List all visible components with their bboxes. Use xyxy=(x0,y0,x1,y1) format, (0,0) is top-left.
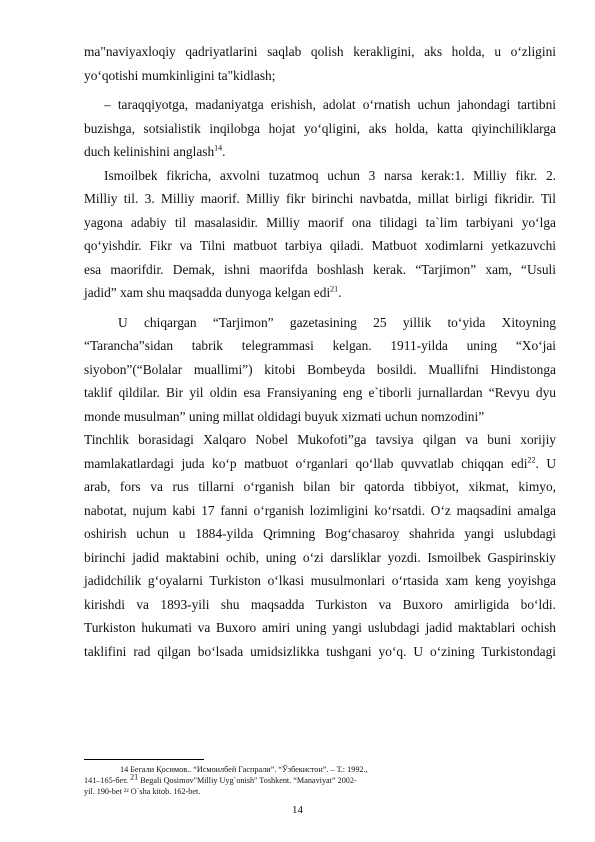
footnote-text: Begali Qosimov"Milliy Uyg`onish" Toshkent. “Manaviyat” 2002- xyxy=(138,776,357,785)
paragraph-start: Ismoilbek fikricha, axvolni tuzatmoq uchun 3 narsa kerak:1. Milliy fikr. 2. xyxy=(104,167,556,183)
body-line: Turkiston hukumati va Buxoro amiri uning yangi uslubdagi jadid maktablari ochish xyxy=(84,620,556,635)
list-item-dash: – taraqqiyotga, madaniyatga erishish, adolat o‘rnatish uchun jahondagi tartibni xyxy=(104,97,556,112)
body-line: esa maorifdir. Demak, ishni maorifda boshlash kerak. “Tarjimon” xam, “Usuli xyxy=(84,261,556,277)
body-line: arab, fors va rus tillarni o‘rganish bilan bir qatorda tibbiyot, xikmat, kimyo, xyxy=(84,479,556,494)
body-line: buzishga, sotsialistik inqilobga hojat yo‘qligini, aks holda, katta qiyinchiliklarga xyxy=(84,120,556,136)
body-line-text: . U xyxy=(535,455,556,471)
body-line: qo‘yishdir. Fikr va Tilni matbuot tarbiya qiladi. Matbuot xodimlarni yetkazuvchi xyxy=(84,238,556,253)
body-line: taklifini rad qilgan bo‘lsada umidsizlikka tushgani yo‘q. U o‘zining Turkistondagi xyxy=(84,643,556,659)
body-line: Tinchlik borasidagi Xalqaro Nobel Mukofoti”ga tavsiya qilgan va buni xorijiy xyxy=(84,432,556,447)
body-line: nabotat, nujum kabi 17 fanni o‘rganish lozimligini ko‘rsatdi. O‘z maqsadini amalga xyxy=(84,502,556,518)
footnote-text: 141–165-бет. xyxy=(84,776,129,785)
paragraph-start: U chiqargan “Tarjimon” gazetasining 25 yillik to‘yida Xitoyning xyxy=(118,314,556,330)
body-line: ma"naviyaxloqiy qadriyatlarini saqlab qolish kerakligini, aks holda, u o‘zligini xyxy=(84,44,556,59)
body-line: birinchi jadid maktabini ochib, uning o‘zi darsliklar yozdi. Ismoilbek Gaspirinskiy xyxy=(84,549,556,565)
body-line-text: duch kelinishini anglash xyxy=(84,144,215,159)
body-line-text: mamlakatlardagi juda ko‘p matbuot o‘rganlari qo‘llab quvvatlab chiqqan edi xyxy=(84,455,528,471)
body-line xyxy=(84,452,556,476)
body-line: “Tarancha”sidan tabrik telegrammasi kelgan. 1911-yilda uning “Xo‘jai xyxy=(84,338,556,353)
footnotes xyxy=(84,764,556,797)
footnote-line: yil. 190-bet ²² O`sha kitob. 162-bet. xyxy=(84,787,201,796)
body-line: monde musulman” uning millat oldidagi buyuk xizmati uchun nomzodini” xyxy=(84,408,485,424)
body-line: taklif qildilar. Bir yil oldin esa Fransiyaning eng e`tiborli jurnallardan “Revyu dyu xyxy=(84,385,556,400)
body-line: duch kelinishini anglash$^{14}$. xyxy=(84,143,226,159)
body-line: oshirish uchun u 1884-yilda Qrimning Bog‘chasaroy shahrida yangi uslubdagi xyxy=(84,526,556,541)
body-line: siyobon”(“Bolalar muallimi”) kitobi Bombeyda bosildi. Muallifni Hindistonga xyxy=(84,361,556,377)
footnote-ref: 22 xyxy=(527,455,536,465)
body-line-text: jadid” xam shu maqsadda dunyoga kelgan edi xyxy=(84,285,331,300)
body-line: yo‘qotishi mumkinligini ta"kidlash; xyxy=(84,67,276,83)
body-line: jadidchilik g‘oyalarni Turkiston o‘lkasi musulmonlari o‘rtasida xam keng yoyishga xyxy=(84,573,556,588)
footnote-ref: 14 xyxy=(214,143,223,153)
body-line: jadid” xam shu maqsadda dunyoga kelgan edi$^{21}$. xyxy=(84,284,342,300)
body-line: Milliy til. 3. Milliy maorif. Milliy fikr birinchi navbatda, millat birligi fikridir. Til xyxy=(84,191,556,206)
footnote-ref: 21 xyxy=(330,284,339,294)
page-number: 14 xyxy=(292,804,303,816)
footnote-line xyxy=(84,772,556,786)
body-line: yagona adabiy til masalasidir. Milliy maorif ona tilidagi ta`lim tarbiyani yo‘lga xyxy=(84,214,556,230)
body-line: kirishdi va 1893-yili shu maqsadda Turkiston va Buxoro amirligida bo‘ldi. xyxy=(84,596,556,612)
document-body xyxy=(84,40,556,663)
footnote-line: 14 Бегали Қосимов.. “Исмоилбей Гаспрали”. “Ўзбекистон”. – Т.: 1992., xyxy=(120,765,368,774)
footnote-divider xyxy=(84,759,204,760)
footnote-ref: 21 xyxy=(130,772,139,782)
